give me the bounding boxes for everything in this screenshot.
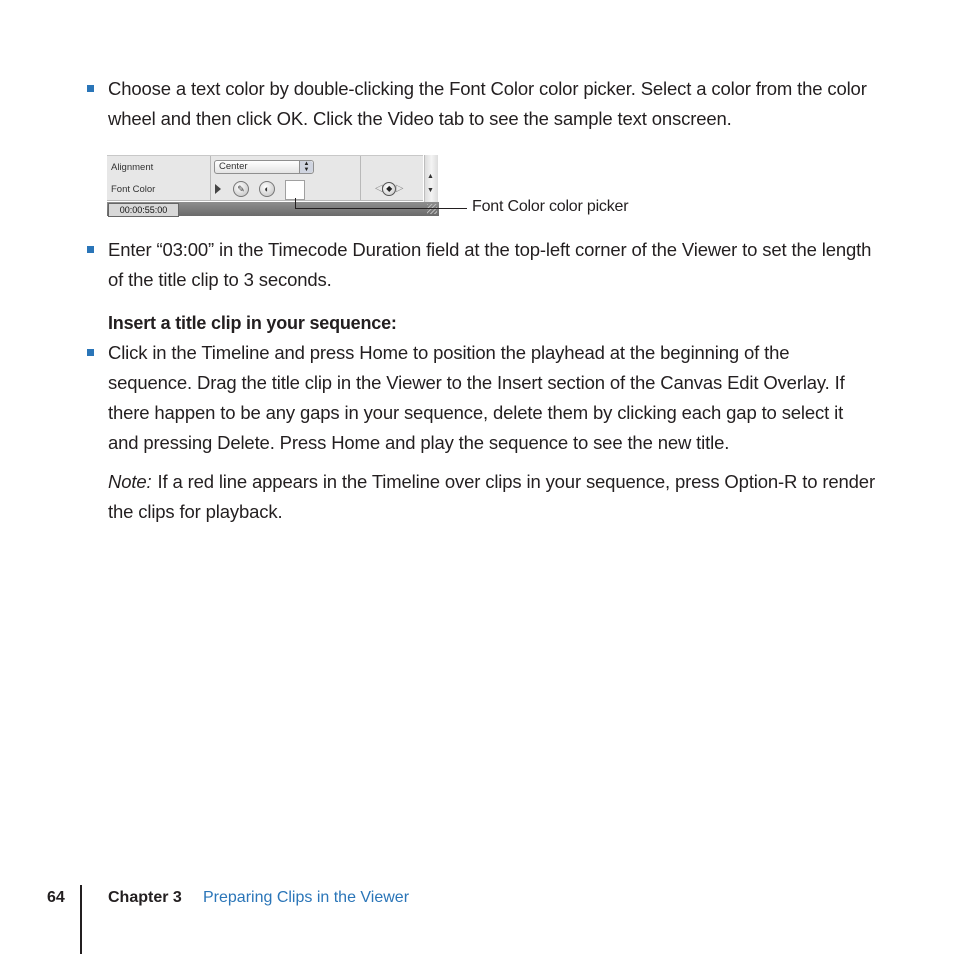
vertical-scrollbar[interactable]: [424, 155, 438, 202]
font-color-row: [107, 178, 423, 201]
column-divider: [360, 156, 361, 178]
alignment-label: Alignment: [111, 162, 154, 173]
popup-arrows-icon: ▲ ▼: [299, 161, 313, 173]
font-color-label: Font Color: [111, 184, 156, 195]
callout-label: Font Color color picker: [472, 198, 629, 215]
note-paragraph: [108, 467, 878, 527]
status-bar: [107, 202, 439, 216]
chapter-title-link[interactable]: Preparing Clips in the Viewer: [203, 889, 410, 906]
column-divider: [360, 178, 361, 200]
page-number: 64: [47, 889, 65, 906]
chapter-label: Chapter 3: [108, 889, 182, 906]
footer-divider: [80, 885, 82, 954]
note-text: If a red line appears in the Timeline over clips in your sequence, press Option-R to render the clips for playback.: [108, 471, 875, 522]
disclosure-triangle-icon[interactable]: [215, 184, 221, 194]
eyedropper-icon[interactable]: ✎: [233, 181, 249, 197]
instruction-paragraph: Choose a text color by double-clicking the Font Color color picker. Select a color from the color wheel and then click OK. Click the Video tab to see the sample text onscreen.: [108, 78, 867, 129]
task-heading: Insert a title clip in your sequence:: [108, 313, 397, 333]
alignment-value: Center: [219, 161, 248, 172]
font-color-swatch[interactable]: [285, 180, 305, 200]
instruction-paragraph: Click in the Timeline and press Home to position the playhead at the beginning of the sequence. Drag the title clip in the Viewer to the Insert section of the Canvas Edit Overlay. If there happen to be any gaps in your sequence, delete them by clicking each gap to select it and pressing Delete. Press Home and play the sequence to see the new title.: [108, 342, 845, 453]
alignment-popup[interactable]: [214, 160, 314, 174]
bullet-marker: [87, 85, 94, 92]
timecode-field[interactable]: 00:00:55:00: [108, 203, 179, 217]
instruction-paragraph: Enter “03:00” in the Timecode Duration field at the top-left corner of the Viewer to set the length of the title clip to 3 seconds.: [108, 239, 872, 290]
bullet-marker: [87, 349, 94, 356]
scroll-up-icon[interactable]: ▲: [427, 173, 434, 180]
alignment-row: [107, 155, 423, 179]
scroll-down-icon[interactable]: ▼: [427, 187, 434, 194]
bullet-marker: [87, 246, 94, 253]
note-label: Note:: [108, 471, 152, 492]
column-divider: [210, 178, 211, 200]
color-wheel-icon[interactable]: ◐: [259, 181, 275, 197]
resize-handle-icon[interactable]: [427, 204, 437, 214]
keyframe-navigator[interactable]: ◁ ◆ ▷: [375, 183, 403, 194]
callout-leader-horizontal: [295, 208, 467, 209]
column-divider: [210, 156, 211, 178]
add-keyframe-icon[interactable]: ◆: [382, 182, 396, 196]
